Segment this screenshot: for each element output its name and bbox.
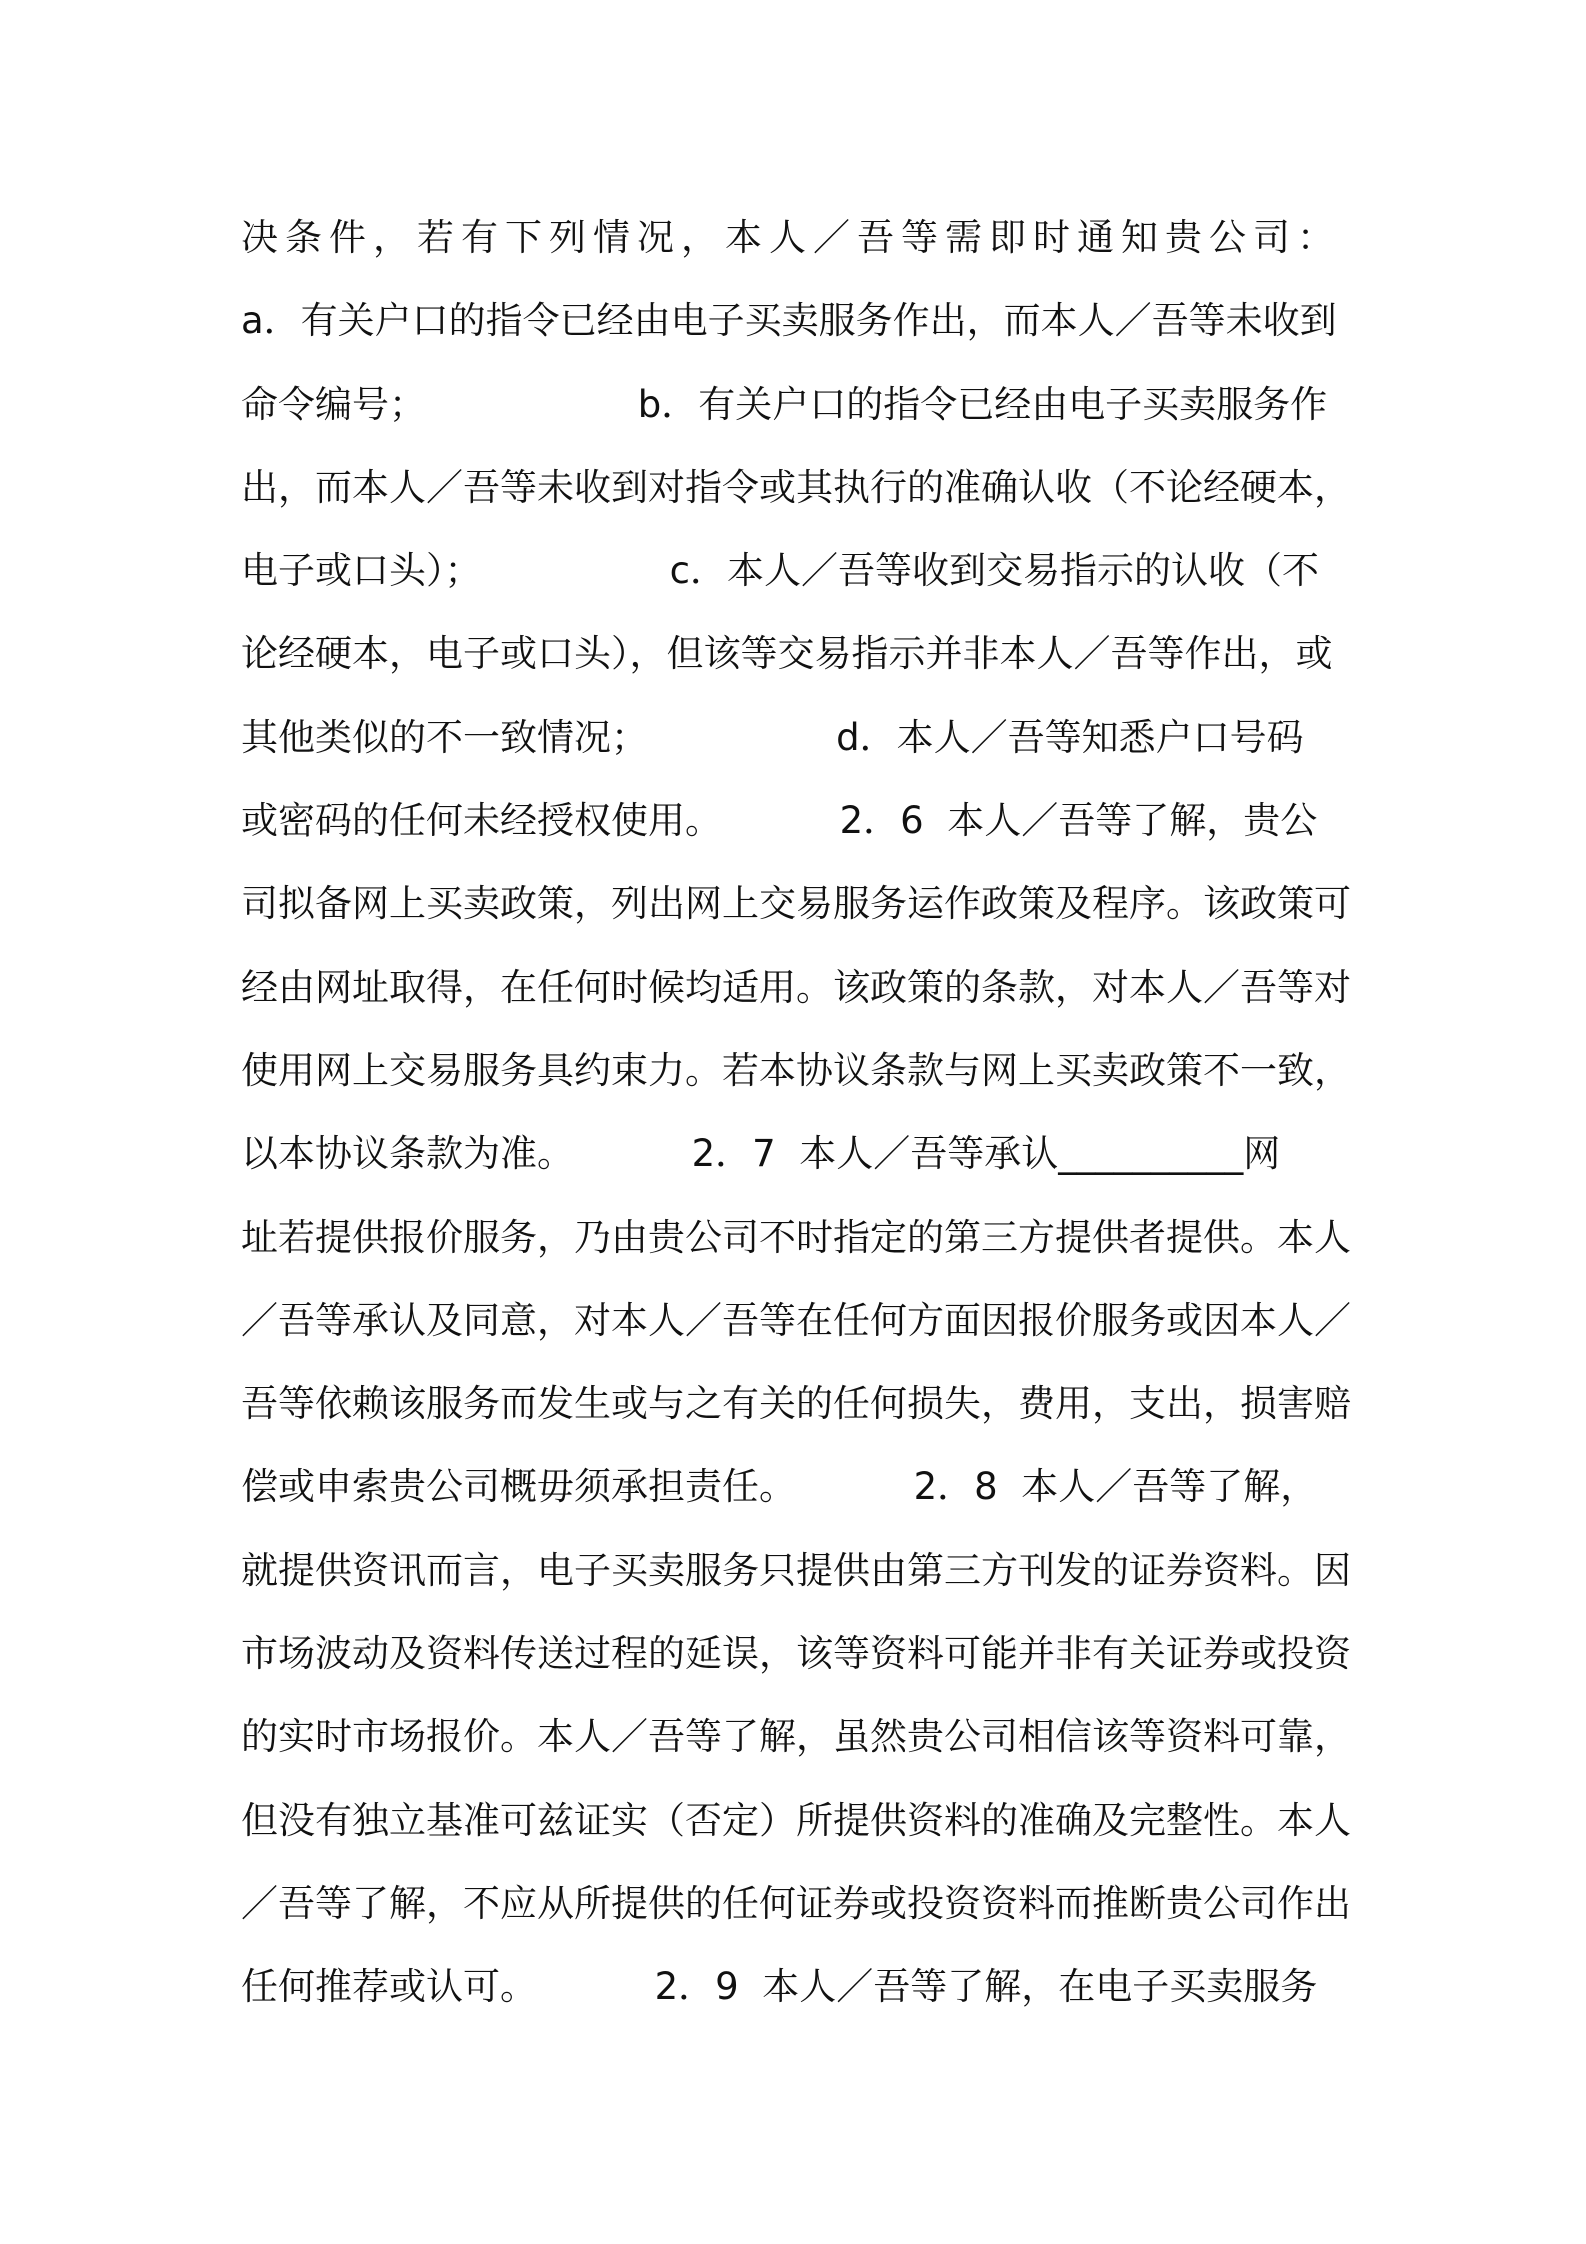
text-line: 其他类似的不一致情况； d．本人／吾等知悉户口号码 (241, 715, 1304, 759)
text-line: 决条件，若有下列情况，本人／吾等需即时通知贵公司： (241, 216, 1341, 259)
text-line: 偿或申索贵公司概毋须承担责任。 2．8 本人／吾等了解， (241, 1465, 1318, 1509)
text-line: 经由网址取得，在任何时候均适用。该政策的条款，对本人／吾等对 (241, 965, 1351, 1009)
text-line: 址若提供报价服务，乃由贵公司不时指定的第三方提供者提供。本人 (241, 1215, 1351, 1259)
text-line: 市场波动及资料传送过程的延误，该等资料可能并非有关证券或投资 (241, 1632, 1351, 1676)
text-line: ／吾等了解，不应从所提供的任何证券或投资资料而推断贵公司作出 (241, 1881, 1351, 1925)
text-line: 电子或口头）； c．本人／吾等收到交易指示的认收（不 (241, 549, 1320, 593)
text-line: 司拟备网上买卖政策，列出网上交易服务运作政策及程序。该政策可 (241, 882, 1351, 926)
text-line: 就提供资讯而言，电子买卖服务只提供由第三方刊发的证券资料。因 (241, 1548, 1351, 1592)
text-line: 出，而本人／吾等未收到对指令或其执行的准确认收（不论经硬本， (241, 465, 1351, 509)
text-line: 吾等依赖该服务而发生或与之有关的任何损失，费用，支出，损害赔 (241, 1382, 1351, 1426)
text-line: 以本协议条款为准。 2．7 本人／吾等承认__________网 (241, 1132, 1281, 1176)
text-line: 或密码的任何未经授权使用。 2．6 本人／吾等了解，贵公 (241, 799, 1318, 843)
text-line: 使用网上交易服务具约束力。若本协议条款与网上买卖政策不一致， (241, 1048, 1351, 1092)
text-line: 的实时市场报价。本人／吾等了解，虽然贵公司相信该等资料可靠， (241, 1715, 1351, 1759)
text-line: 任何推荐或认可。 2．9 本人／吾等了解，在电子买卖服务 (241, 1965, 1318, 2009)
document-body (241, 196, 1356, 2029)
text-line: a．有关户口的指令已经由电子买卖服务作出，而本人／吾等未收到 (241, 299, 1337, 343)
text-line: 但没有独立基准可兹证实（否定）所提供资料的准确及完整性。本人 (241, 1798, 1351, 1842)
text-line: 论经硬本，电子或口头），但该等交易指示并非本人／吾等作出，或 (241, 632, 1333, 676)
text-line: 命令编号； b．有关户口的指令已经由电子买卖服务作 (241, 382, 1328, 426)
text-line: ／吾等承认及同意，对本人／吾等在任何方面因报价服务或因本人／ (241, 1298, 1351, 1342)
